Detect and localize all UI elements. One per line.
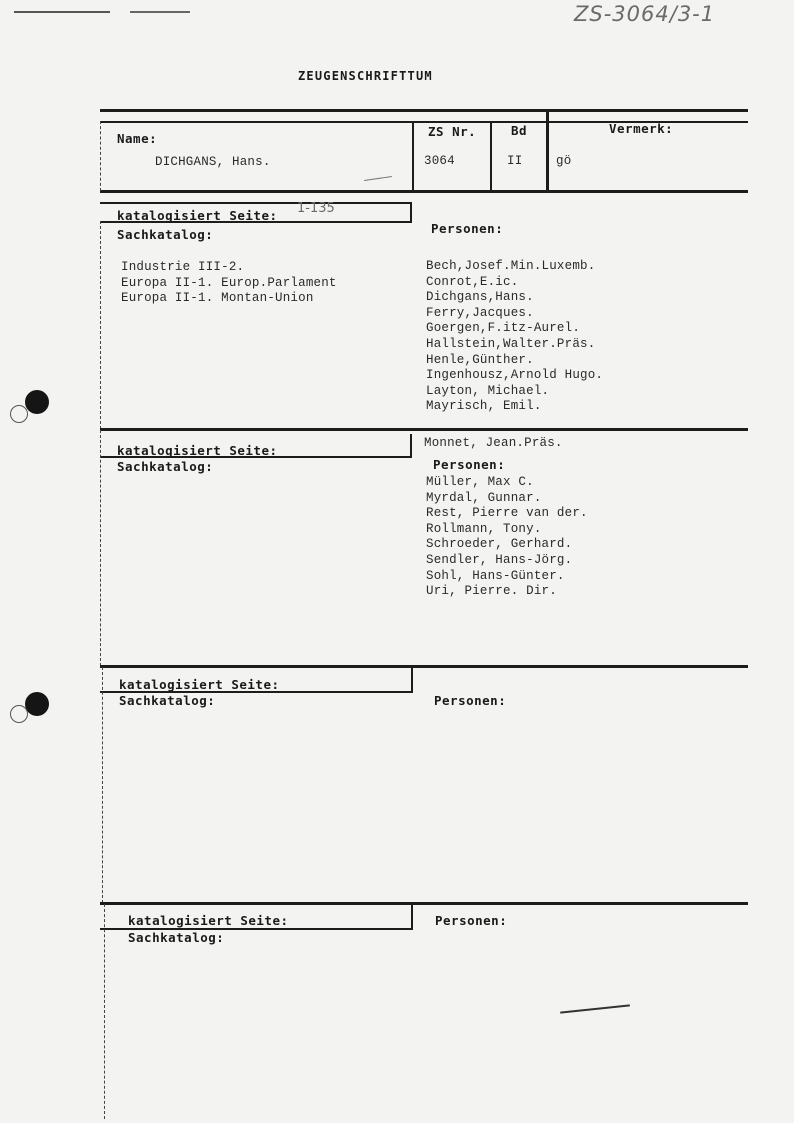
left-border [104,904,105,1119]
section2-label-divider [410,434,412,456]
sachkatalog-list [121,260,337,307]
list-item: Sohl, Hans-Günter. [426,568,565,583]
left-border [102,667,103,903]
section4-top-rule [100,902,748,905]
bd-value: II [507,154,523,168]
katalog-label: katalogisiert Seite: [117,208,278,223]
column-divider [412,121,414,191]
list-item: Industrie III-2. [121,260,245,274]
list-item: Henle,Günther. [426,352,534,367]
section3-label-divider [411,668,413,692]
personen-top-entry: Monnet, Jean.Präs. [424,436,563,450]
name-label: Name: [117,131,158,146]
column-divider [546,112,549,190]
section1-top-rule [100,202,412,204]
pen-stroke [364,176,392,181]
vermerk-value: gö [556,154,572,168]
list-item: Goergen,F.itz-Aurel. [426,321,581,336]
list-item: Hallstein,Walter.Präs. [426,336,596,351]
katalog-label: katalogisiert Seite: [117,443,278,458]
personen-label: Personen: [434,693,507,708]
zs-value: 3064 [424,154,455,168]
vermerk-label: Vermerk: [609,121,674,136]
sachkatalog-label: Sachkatalog: [128,930,225,945]
sachkatalog-label: Sachkatalog: [117,227,214,242]
list-item: Müller, Max C. [426,475,534,489]
list-item: Schroeder, Gerhard. [426,537,573,552]
list-item: Myrdal, Gunnar. [426,490,542,505]
katalog-label: katalogisiert Seite: [128,913,289,928]
archive-number: ZS-3064/3-1 [574,2,716,26]
list-item: Rest, Pierre van der. [426,506,588,521]
list-item: Uri, Pierre. Dir. [426,584,557,599]
personen-label: Personen: [433,457,506,472]
zs-label: ZS Nr. [428,124,477,139]
top-mark-line [14,11,110,13]
personen-label: Personen: [431,221,504,236]
left-border [100,430,101,666]
list-item: Mayrisch, Emil. [426,399,542,414]
punch-hole-ring [10,405,28,423]
list-item: Europa II-1. Europ.Parlament [121,275,337,290]
list-item: Layton, Michael. [426,383,550,398]
list-item: Sendler, Hans-Jörg. [426,552,573,567]
sachkatalog-label: Sachkatalog: [117,459,214,474]
punch-hole-ring [10,705,28,723]
list-item: Dichgans,Hans. [426,290,534,305]
punch-hole [25,692,49,716]
katalog-label: katalogisiert Seite: [119,677,280,692]
pen-stroke [560,1004,630,1013]
section4-label-divider [411,905,413,929]
left-border [100,221,101,429]
personen-list [426,259,603,415]
section3-top-rule [100,665,748,668]
page-title: ZEUGENSCHRIFTTUM [298,69,433,83]
personen-label: Personen: [435,913,508,928]
list-item: Ingenhousz,Arnold Hugo. [426,368,604,383]
list-item: Conrot,E.ic. [426,274,519,289]
top-mark-line [130,11,190,13]
header-bottom-rule [100,190,748,193]
left-border [100,121,101,191]
list-item: Ferry,Jacques. [426,305,534,320]
list-item: Bech,Josef.Min.Luxemb. [426,259,596,273]
name-value: DICHGANS, Hans. [155,155,271,169]
section1-label-divider [410,202,412,222]
sachkatalog-label: Sachkatalog: [119,693,216,708]
column-divider [490,121,492,191]
katalog-pages-value: 1-135 [297,201,335,216]
list-item: Rollmann, Tony. [426,521,542,536]
bd-label: Bd [511,123,528,138]
list-item: Europa II-1. Montan-Union [121,291,314,306]
personen-list [426,475,588,600]
header-top-rule [100,109,748,112]
section2-top-rule [100,428,748,431]
punch-hole [25,390,49,414]
